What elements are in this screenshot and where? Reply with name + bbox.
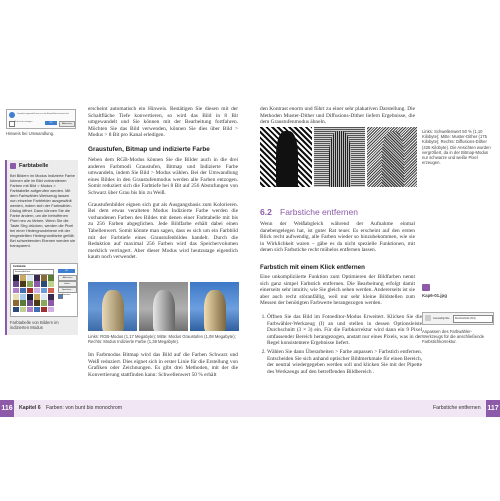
cancel-button[interactable]: Abbrechen	[59, 121, 75, 127]
rgb-photo	[88, 282, 137, 331]
indexed-photo	[190, 282, 239, 331]
color-swatch[interactable]	[27, 307, 33, 313]
chapter-label: Kapitel 6	[19, 405, 41, 411]
photos-caption: Links: RGB-Modus (1,17 Megabyte); Mitte: Modus Graustufen (1,08 Megabyte); Rechts: Modus Indizierte Farbe (1,38 Megabyte).	[88, 334, 236, 345]
right-page	[250, 0, 500, 501]
color-swatch[interactable]	[27, 300, 33, 306]
sample-size-select[interactable]: Durchschnitt (3×3)	[453, 315, 493, 323]
top-caption: Hinweis bei Umwandlung.	[6, 131, 55, 136]
sample-size-label: Auswahlgröße	[433, 316, 450, 320]
left-footer	[0, 400, 250, 417]
threshold-bitmap-photo	[260, 127, 312, 187]
ok-button[interactable]: OK	[58, 269, 75, 273]
color-swatch[interactable]	[13, 281, 19, 287]
color-swatch[interactable]	[27, 288, 33, 294]
eyedropper-options-bar	[422, 312, 494, 325]
color-swatch[interactable]	[20, 275, 26, 281]
intro-paragraph: den Kontrast enorm und führt zu einer sehr plakativen Darstellung. Die Methoden Muster-Dither und Diffusions-Dither liefern Ergebnisse, die dem Graustufenmodus ähneln.	[260, 106, 415, 126]
save-button[interactable]: Speichern...	[58, 287, 77, 293]
color-swatch[interactable]	[13, 307, 19, 313]
grayscale-photo	[139, 282, 188, 331]
color-swatch[interactable]	[41, 307, 47, 313]
sidebar-caption: Farbtabelle von Bildern im indizierten Modus	[10, 320, 59, 331]
intro-paragraph: erscheint automatisch ein Hinweis. Bestätigen Sie diesen mit der Schaltfläche Tiefe konvertieren, so wird das Bild in 8 Bit umgewandelt und Sie können mit der Bearbeitung fortfahren. Möchten Sie das Bild verwenden, können Sie dies über Bild > Modus > 8 Bit pro Kanal erledigen.	[88, 106, 238, 139]
section-number: 6.2	[260, 207, 272, 217]
sidebar-title: Farbtabelle	[19, 163, 49, 169]
step-2: 2. Wählen Sie dann Überarbeiten > Farbe anpassen > Farbstich entfernen. Entscheiden Sie sich anhand optischer Bildmerkmale für einen Bereich, der neutral wiedergegeben werden soll und klicken Sie mit der Pipette des Werkzeugs auf den betreffenden Bildbereich .	[267, 349, 422, 375]
threshold-figure	[276, 131, 298, 187]
color-swatch[interactable]	[34, 281, 40, 287]
color-swatch[interactable]	[20, 294, 26, 300]
section-heading: Graustufen, Bitmap und indizierte Farbe	[88, 145, 210, 153]
table-dropdown[interactable]: Benutzerdefiniert	[13, 269, 54, 275]
color-swatch[interactable]	[34, 275, 40, 281]
indexed-figure	[204, 290, 226, 331]
color-swatch[interactable]	[48, 288, 54, 294]
dialog-text: Sie sind dabei, das Bild in Graustufen zu konvertieren. Das Bild wird zuerst in Graustufen umgewandelt, bevor es in den Bitmap-Modus konvertiert wird.	[17, 112, 72, 115]
color-swatch-grid[interactable]	[13, 275, 55, 313]
color-swatch[interactable]	[27, 294, 33, 300]
color-swatch[interactable]	[20, 307, 26, 313]
color-swatch[interactable]	[34, 300, 40, 306]
color-swatch[interactable]	[13, 300, 19, 306]
section-paragraph: Wenn der Weißabgleich während der Aufnahme einmal danebengelegen hat, ist guter Rat teuer. Es erscheint auf den ersten Blick recht aufwendig, alle Farben wieder so hinzubekommen, wie sie in Wirklichkeit waren – gäbe es da nicht spezielle Funktionen, mit denen sich Farbstiche recht mühelos entfernen lassen.	[260, 221, 415, 254]
color-swatch[interactable]	[20, 288, 26, 294]
color-swatch[interactable]	[41, 275, 47, 281]
palette-icon	[10, 163, 16, 169]
chapter-title: Farben: von bunt bis monochrom	[46, 405, 123, 411]
steps-list	[260, 314, 422, 375]
cancel-button[interactable]: Abbrechen	[58, 275, 77, 281]
preview-label: Vorschau	[62, 293, 71, 296]
paragraph-bitmap: Im Farbmodus Bitmap wird das Bild auf die Farben Schwarz und Weiß reduziert. Dies eignet sich in erster Linie für die Erstellung von Grafiken oder Zeichnungen. Es gibt drei Methoden, mit der die Konvertierung stattfinden kann: Schwellenwert 50 % erhält	[88, 352, 238, 378]
step-1: 1. Öffnen Sie das Bild im Fotoeditor-Modus Erweitert. Klicken Sie die Farbwähler-Werkzeug (I) an und stellen in dessen Optionsleiste Durchschnitt (3 × 3) ein. Für die Farbkorrektur wird dann ein 9 Pixel umfassender Bereich herangezogen, anstatt nur eines Pixels, was in der Regel konsistentere Ergebnisse liefert.	[267, 314, 422, 347]
page-number: 117	[486, 400, 500, 417]
load-button[interactable]: Laden...	[58, 281, 77, 287]
page-number: 116	[0, 400, 14, 417]
color-swatch[interactable]	[34, 307, 40, 313]
dialog-title: Farbtabelle	[13, 265, 26, 268]
color-swatch[interactable]	[48, 300, 54, 306]
color-swatch[interactable]	[41, 288, 47, 294]
sidebar-text: Bei Bildern im Modus Indizierte Farbe können alle im Bild vorhandenen Farben mit Bild > Modus > Farbtabelle aufgerufen werden. Mit dem Farbwähler-Werkzeug lassen nun einzelne Farbfelder ausgewählt werden, indem sich der Farbwähler-Dialog öffnet. Dann können Sie die Farbe ändern, um die betroffenen Pixel neu zu färben. Wenn Sie die Taste Strg drücken, werden die Pixel bei einer Hintergrundebene mit der eingestellten Hintergrundfarbe gefüllt. Bei schwebenden Ebenen werden sie transparent.	[10, 173, 76, 248]
bitmap-caption: Links: Schwellenwert 50 % (1,10 Kilobyte); Mitte: Muster-Dither (175 Kilobyte); Rechts: Diffusions-Dither (425 Kilobyte). Die Ansichten wurden vergrößert, da in der Bitmap-Modus nur schwarze und weiße Pixel erzeugen.	[422, 129, 491, 166]
color-swatch[interactable]	[20, 300, 26, 306]
ok-button[interactable]: OK	[45, 121, 57, 125]
color-swatch[interactable]	[41, 281, 47, 287]
color-swatch[interactable]	[48, 294, 54, 300]
color-swatch[interactable]	[48, 307, 54, 313]
margin-file-label: Kap6-01.jpg	[422, 293, 447, 298]
section-title: Farbstiche entfernen	[280, 207, 358, 217]
grayscale-figure	[153, 290, 175, 331]
subheading-paragraph: Eine unkompliziierte Funktion zum Optimieren der Bildfarben nennt sich ganz simpel Farbstich entfernen. Die Bearbeitung erfolgt damit einerseits sehr intuitiv, wie Sie gleich sehen werden. Andererseits ist sie aber auch recht störanfällig, weil nur sehr kleine Bildstellen zum Messen der benötigten Farbwerte herangezogen werden.	[260, 274, 415, 307]
subheading: Farbstich mit einem Klick entfernen	[260, 264, 365, 271]
paragraph-modes: Neben dem RGB-Modus können Sie die Bilder auch in die drei anderen Farbmodi Graustufen, Bitmap und Indizierte Farbe umwandeln, indem Sie Bild > Modus wählen. Bei der Umwandlung eines Bildes in den Graustufenmodus werden alle Farben entzogen. Somit reduziert sich die Farbtiefe bei 8 Bit auf 256 Abstufungen von Schwarz über Grau bis hin zu Weiß.	[88, 156, 238, 196]
options-caption: Anpassen des Farbwähler-Werkzeugs für die anschließende Farbstichkorrektur.	[422, 329, 485, 345]
color-swatch[interactable]	[34, 294, 40, 300]
color-swatch[interactable]	[13, 288, 19, 294]
diffusion-dither-photo	[367, 127, 417, 187]
color-swatch[interactable]	[13, 294, 19, 300]
color-swatch[interactable]	[41, 294, 47, 300]
paragraph-indexed: Graustufenbilder eignen sich gut als Ausgangsbasis zum Kolorieren. Bei dem etwas veralteten Modus Indizierte Farbe werden die vorhandenen Farben des Bildes mit denen einer Farbtabelle mit bis zu 256 Farben abgeglichen. Jede Bildfarbe erhält dabei einen Tabellenwert. Somit könnte man sagen, dass es sich um ein Farbbild mit der Farbtiefe eines Graustufenbildes handelt. Durch die Reduktion auf maximal 256 Farben wird das Speichervolumen merklich verringert. Aber dieser Modus wird heutzutage eigentlich kaum noch verwendet.	[88, 201, 238, 261]
right-footer	[250, 400, 500, 417]
color-swatch[interactable]	[13, 275, 19, 281]
section-label: Farbstiche entfernen	[433, 405, 481, 411]
color-swatch[interactable]	[41, 300, 47, 306]
sidebar-box	[5, 160, 78, 335]
file-icon	[422, 284, 430, 291]
color-swatch[interactable]	[48, 275, 54, 281]
color-swatch[interactable]	[34, 288, 40, 294]
conversion-dialog-screenshot	[6, 109, 76, 129]
diffusion-figure	[382, 131, 404, 187]
color-swatch[interactable]	[27, 275, 33, 281]
left-main-column	[88, 106, 238, 261]
pattern-dither-photo	[314, 127, 365, 187]
color-swatch[interactable]	[27, 281, 33, 287]
eyedropper-icon[interactable]	[425, 315, 431, 321]
info-icon	[9, 112, 15, 118]
rgb-figure	[102, 290, 124, 331]
color-swatch[interactable]	[48, 281, 54, 287]
color-swatch[interactable]	[20, 281, 26, 287]
checkbox-label: Nicht mehr anzeigen	[14, 121, 33, 123]
color-table-dialog	[10, 263, 78, 317]
pattern-figure	[329, 131, 351, 187]
